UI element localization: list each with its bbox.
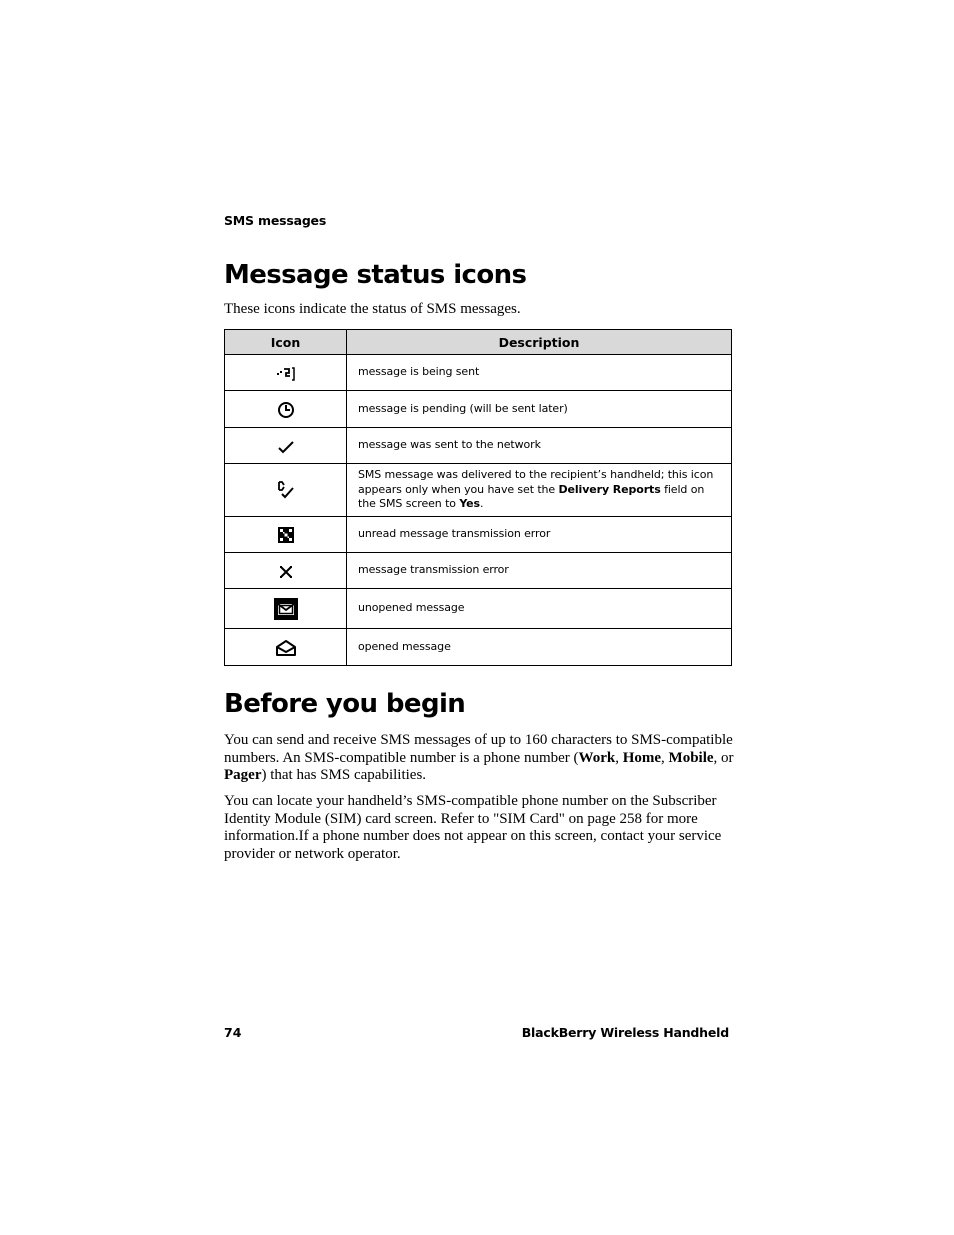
icon-cell [225,428,347,464]
work-label: Work [578,749,616,766]
table-row [225,553,732,589]
table-row [225,428,732,464]
description-cell: opened message [347,629,732,666]
footer-book-title: BlackBerry Wireless Handheld [521,1025,729,1040]
description-cell: unopened message [347,589,732,629]
description-cell: message is pending (will be sent later) [347,391,732,428]
yes-value: Yes [459,497,480,511]
running-header: SMS messages [224,213,327,228]
table-row [225,391,732,428]
icon-cell [225,553,347,589]
icon-cell [225,355,347,391]
table-row [225,355,732,391]
sending-icon [276,366,296,382]
before-begin-paragraph-2: You can locate your handheld’s SMS-compatible phone number on the Subscriber Identity Module (SIM) card screen. Refer to "SIM Card" on page 258 for more information.If a phone number does not appear on this screen, contact your service provider or network operator. [224,793,722,862]
open-envelope-icon [275,639,297,657]
table-row [225,517,732,553]
checkmark-icon [277,439,295,455]
table-row [225,464,732,517]
icon-cell [225,629,347,666]
status-icons-table [224,329,732,666]
column-header-description: Description [347,330,732,355]
clock-icon [277,401,295,419]
description-cell: message is being sent [347,355,732,391]
status-intro-text: These icons indicate the status of SMS messages. [224,301,521,317]
description-cell: message was sent to the network [347,428,732,464]
icon-cell [225,391,347,428]
icon-cell [225,589,347,629]
page-number: 74 [224,1025,242,1040]
closed-envelope-icon [273,597,299,621]
home-label: Home [622,749,662,766]
delivery-reports-label: Delivery Reports [558,482,661,496]
pager-label: Pager [224,767,262,783]
description-cell: message transmission error [347,553,732,589]
error-x-icon [278,564,294,580]
delivered-icon [277,480,295,500]
section-title-before-you-begin: Before you begin [224,689,466,719]
column-header-icon: Icon [225,330,347,355]
description-cell: SMS message was delivered to the recipient’s handheld; this icon appears only when you have set the Delivery Reports field on the SMS screen to Yes. [347,464,732,517]
description-cell: unread message transmission error [347,517,732,553]
table-row [225,629,732,666]
mobile-label: Mobile [668,749,714,766]
before-begin-paragraph-1: You can send and receive SMS messages of up to 160 characters to SMS-compatible numbers. An SMS-compatible number is a phone number (Work, Home, Mobile, or Pager) that has SMS capabilities. [224,732,734,783]
table-row [225,589,732,629]
unread-error-icon [277,526,295,544]
section-title-status-icons: Message status icons [224,260,527,290]
table-header-row [225,330,732,355]
icon-cell [225,517,347,553]
icon-cell [225,464,347,517]
